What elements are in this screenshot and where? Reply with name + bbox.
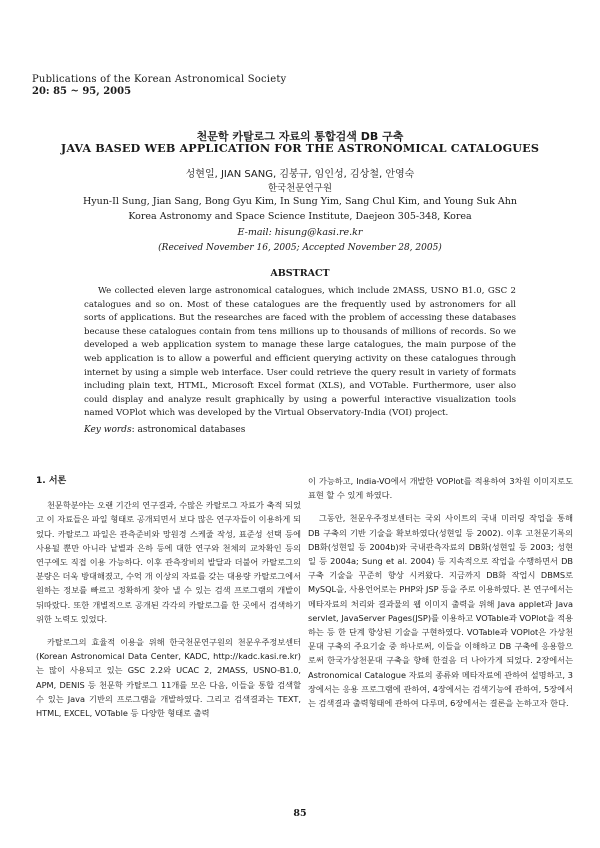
- right-column: [308, 474, 573, 710]
- paragraph: 이 가능하고, India-VO에서 개발한 VOPlot를 적용하여 3차원 이미지로도 표현 할 수 있게 하였다.: [308, 476, 573, 501]
- abstract-text: We collected eleven large astronomical catalogues, which include 2MASS, USNO B1.0, GSC 2 catalogues and so on. Most of these catalogues are the frequently used by astronomers for all sorts of applications. But the researches are faced with the problem of accessing these databases because these catalogues contain from tens millions up to thousands of millions of records. So we developed a web application system to manage these large catalogues, the main purpose of the web application is to allow a powerful and efficient querying activity on these catalogues through internet by using a simple web interface. User could retrieve the query result in variety of formats including plain text, HTML, Microsoft Excel format (XLS), and VOTable. Furthermore, user also could display and analyze result graphically by using a powerful interactive visualization tools named VOPlot which was developed by the Virtual Observatory-India (VOI) project.: [84, 286, 516, 419]
- received-dates: (Received November 16, 2005; Accepted November 28, 2005): [158, 243, 442, 253]
- journal-volume: 20: 85 ~ 95, 2005: [32, 86, 132, 97]
- abstract-heading: ABSTRACT: [270, 268, 330, 279]
- email: E-mail: hisung@kasi.re.kr: [237, 227, 363, 238]
- page-number: 85: [293, 808, 307, 819]
- affiliation: Korea Astronomy and Space Science Institute, Daejeon 305-348, Korea: [128, 211, 472, 222]
- institute-korean: 한국천문연구원: [267, 183, 333, 194]
- journal-name: Publications of the Korean Astronomical Society: [32, 74, 287, 85]
- keywords-label: Key words: [84, 425, 132, 435]
- keywords-text: : astronomical databases: [131, 425, 246, 435]
- keywords: [84, 425, 245, 435]
- title-korean: 천문학 카탈로그 자료의 통합검색 DB 구축: [196, 130, 404, 143]
- section-heading: 1. 서론: [36, 476, 67, 486]
- paragraph: 천문학분야는 오랜 기간의 연구결과, 수많은 카탈로그 자료가 축적 되었고 이 자료들은 파일 형태로 공개되면서 보다 많은 연구자들이 이용하게 되었다. 카탈로그 파일은 관측준비와 망원경 스케줄 작성, 표준성 선택 등에 사용될 뿐만 아니라 낱별과 은하 등에 대한 연구와 천체의 교차확인 등의 연구에도 직접 이용 가능하다. 이후 관측장비의 발달과 더불어 카탈로그의 분량은 더욱 방대해졌고, 수억 개 이상의 자료를 갖는 대용량 카탈로그에서 원하는 정보를 빠르고 정확하게 찾아 낼 수 있는 검색 프로그램의 개발이 뒤따랐다. 또한 개별적으로 공개된 각각의 카탈로그를 한 곳에서 검색하기 위한 노력도 있었다.: [36, 500, 301, 624]
- authors-korean: 성현일, JIAN SANG, 김봉규, 임인성, 김상철, 안영숙: [185, 169, 415, 180]
- authors-english: Hyun-Il Sung, Jian Sang, Bong Gyu Kim, In Sung Yim, Sang Chul Kim, and Young Suk Ahn: [83, 196, 517, 207]
- paragraph: 카탈로그의 효율적 이용을 위해 한국천문연구원의 천문우주정보센터(Korean Astronomical Data Center, KADC, http://kadc.kasi.re.kr)는 많이 사용되고 있는 GSC 2.2와 UCAC 2, 2MASS, USNO-B1.0, APM, DENIS 등 천문학 카탈로그 11개를 모은 다음, 이들을 통합 검색할 수 있는 Java 기반의 프로그램을 개발하였다. 그리고 검색결과는 TEXT, HTML, EXCEL, VOTable 등 다양한 형태로 출력: [36, 637, 301, 719]
- paragraph: 그동안, 천문우주정보센터는 국외 사이트의 국내 미러링 작업을 통해 DB 구축의 기반 기술을 확보하였다(성현일 등 2002). 이후 고천문기록의 DB화(성현일 등 2004b)와 국내관측자료의 DB화(성현일 등 2003; 성현일 등 2004a; Sung et al. 2004) 등 지속적으로 작업을 수행하면서 DB구축 기술을 꾸준히 향상 시켜왔다. 지금까지 DB화 작업시 DBMS로 MySQL을, 사용언어로는 PHP와 JSP 등을 주로 이용하였다. 본 연구에서는 메타자료의 처리와 결과물의 웹 이미지 출력을 위해 Java applet과 Java servlet, JavaServer Pages(JSP)를 이용하고 VOTable과 VOPlot을 적용 하는 등 한 단계 향상된 기술을 구현하였다. VOTable과 VOPlot은 가상천문대 구축의 주요기술 중 하나로써, 이들을 이해하고 DB 구축에 응용함으로써 한국가상천문대 구축을 향해 한걸음 더 나아가게 되었다. 2장에서는 Astronomical Catalogue 자료의 종류와 메타자료에 관하여 설명하고, 3장에서는 응용 프로그램에 관하여, 4장에서는 검색기능에 관하여, 5장에서는 검색결과 출력형태에 관하여 다루며, 6장에서는 결론을 논하고자 한다.: [308, 513, 574, 709]
- title-english: JAVA BASED WEB APPLICATION FOR THE ASTRONOMICAL CATALOGUES: [60, 141, 540, 155]
- journal-header: [32, 74, 286, 98]
- left-column: [36, 474, 301, 720]
